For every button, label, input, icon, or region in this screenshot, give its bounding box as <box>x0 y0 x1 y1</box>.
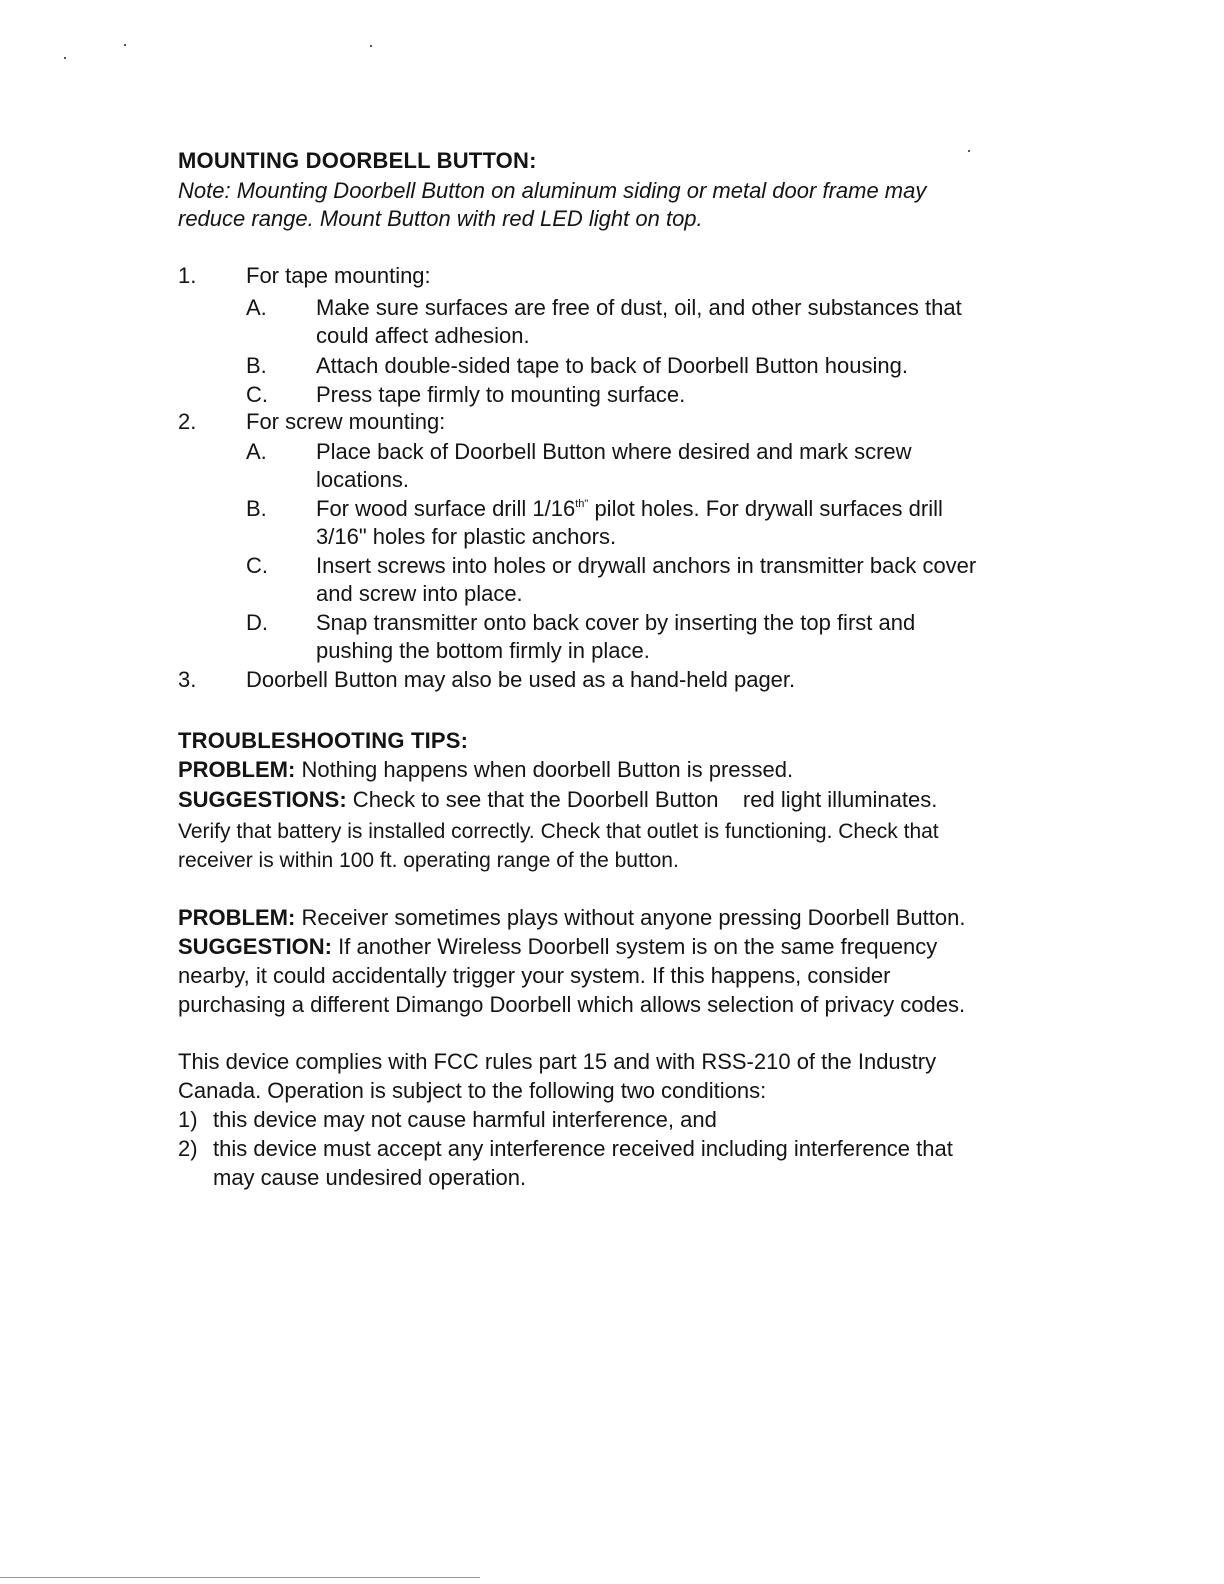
substep-text: Place back of Doorbell Button where desired and mark screw <box>316 439 912 464</box>
substep-text: Snap transmitter onto back cover by inserting the top first and <box>316 610 916 635</box>
step-title: For tape mounting: <box>246 263 431 288</box>
substep-text: Attach double-sided tape to back of Doorbell Button housing. <box>316 353 908 378</box>
substep-text: and screw into place. <box>316 581 523 606</box>
superscript: th" <box>575 498 589 510</box>
substep-text: Press tape firmly to mounting surface. <box>316 382 686 407</box>
suggestion-2 <box>178 933 937 961</box>
troubleshooting-heading: TROUBLESHOOTING TIPS: <box>178 728 469 753</box>
scan-speck <box>124 44 126 46</box>
fcc-line1: This device complies with FCC rules part 15 and with RSS-210 of the Industry <box>178 1049 937 1074</box>
substep-letter: B. <box>246 353 267 378</box>
suggestion-label: SUGGESTION: <box>178 934 333 959</box>
step-title: For screw mounting: <box>246 409 446 434</box>
substep-text-part: For wood surface drill 1/16 <box>316 496 576 521</box>
fcc-line2: Canada. Operation is subject to the following two conditions: <box>178 1078 767 1103</box>
suggestion-1-line2: Verify that battery is installed correctly. Check that outlet is functioning. Check that <box>178 820 939 843</box>
substep-text <box>316 495 943 523</box>
problem-1 <box>178 756 793 784</box>
mounting-note-line1: Note: Mounting Doorbell Button on aluminum siding or metal door frame may <box>178 178 927 203</box>
fcc-condition-text: may cause undesired operation. <box>213 1165 527 1190</box>
scan-speck <box>968 150 970 152</box>
suggestion-label: SUGGESTIONS: <box>178 787 347 812</box>
substep-text: could affect adhesion. <box>316 323 530 348</box>
substep-letter: C. <box>246 553 268 578</box>
substep-text: pushing the bottom firmly in place. <box>316 638 650 663</box>
fcc-condition-number: 2) <box>178 1136 198 1161</box>
problem-text: Receiver sometimes plays without anyone pressing Doorbell Button. <box>295 905 966 930</box>
substep-text-part: pilot holes. For drywall surfaces drill <box>588 496 943 521</box>
substep-letter: B. <box>246 496 267 521</box>
substep-letter: C. <box>246 382 268 407</box>
fcc-condition-number: 1) <box>178 1107 198 1132</box>
fcc-condition-text: this device may not cause harmful interference, and <box>213 1107 717 1132</box>
problem-label: PROBLEM: <box>178 757 296 782</box>
scan-edge-marks <box>0 1577 480 1578</box>
fcc-condition-text: this device must accept any interference received including interference that <box>213 1136 953 1161</box>
substep-letter: A. <box>246 439 267 464</box>
step-number: 2. <box>178 409 197 434</box>
suggestion-2-line2: nearby, it could accidentally trigger your system. If this happens, consider <box>178 963 891 988</box>
problem-label: PROBLEM: <box>178 905 296 930</box>
substep-letter: A. <box>246 295 267 320</box>
scan-speck <box>64 57 66 59</box>
step-title: Doorbell Button may also be used as a hand-held pager. <box>246 667 796 692</box>
step-number: 3. <box>178 667 197 692</box>
step-number: 1. <box>178 263 197 288</box>
suggestion-1-line3: receiver is within 100 ft. operating range of the button. <box>178 849 679 872</box>
problem-text: Nothing happens when doorbell Button is pressed. <box>295 757 794 782</box>
mounting-heading: MOUNTING DOORBELL BUTTON: <box>178 148 537 173</box>
suggestion-text: If another Wireless Doorbell system is on the same frequency <box>332 934 938 959</box>
substep-text: 3/16" holes for plastic anchors. <box>316 524 617 549</box>
substep-letter: D. <box>246 610 268 635</box>
suggestion-1 <box>178 786 937 814</box>
mounting-note-line2: reduce range. Mount Button with red LED light on top. <box>178 206 703 231</box>
suggestion-text: Check to see that the Doorbell Button red light illuminates. <box>346 787 938 812</box>
substep-text: Make sure surfaces are free of dust, oil, and other substances that <box>316 295 962 320</box>
substep-text: locations. <box>316 467 409 492</box>
scan-speck <box>370 45 372 47</box>
suggestion-2-line3: purchasing a different Dimango Doorbell which allows selection of privacy codes. <box>178 992 966 1017</box>
problem-2 <box>178 904 965 932</box>
substep-text: Insert screws into holes or drywall anchors in transmitter back cover <box>316 553 977 578</box>
